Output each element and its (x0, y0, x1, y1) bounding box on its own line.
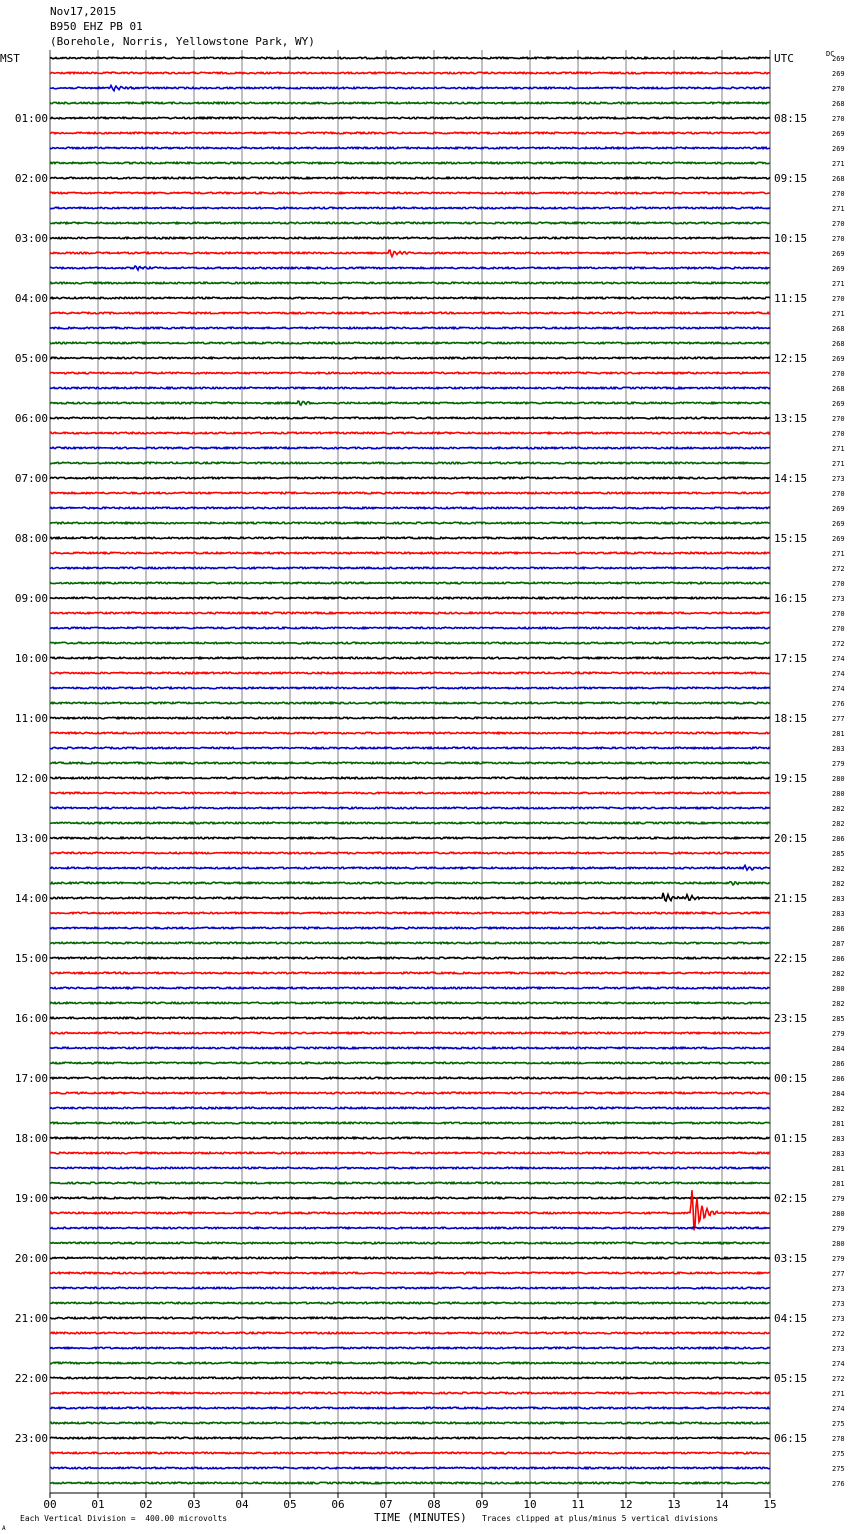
mst-hour-label-10: 10:00 (14, 652, 48, 665)
x-tick-label-9: 09 (475, 1498, 489, 1511)
trace-6 (50, 147, 770, 149)
trace-38 (50, 627, 770, 629)
dc-value-1: 269 (832, 70, 845, 78)
utc-hour-label-14: 21:15 (774, 892, 808, 905)
trace-14 (50, 266, 770, 270)
grid-lines (50, 50, 770, 1493)
x-axis-title: TIME (MINUTES) (374, 1511, 467, 1524)
dc-value-14: 269 (832, 265, 845, 273)
dc-value-31: 269 (832, 520, 845, 528)
trace-68 (50, 1077, 770, 1079)
trace-19 (50, 342, 770, 344)
trace-9 (50, 192, 770, 194)
trace-12 (50, 237, 770, 239)
mst-hour-label-11: 11:00 (14, 712, 48, 725)
trace-51 (50, 822, 770, 824)
dc-value-71: 281 (832, 1120, 845, 1128)
trace-54 (50, 865, 770, 870)
x-tick-label-15: 15 (763, 1498, 777, 1511)
trace-81 (50, 1272, 770, 1274)
dc-value-41: 274 (832, 670, 845, 678)
dc-value-4: 270 (832, 115, 845, 123)
trace-11 (50, 222, 770, 224)
mst-hour-label-3: 03:00 (14, 232, 48, 245)
dc-value-87: 274 (832, 1360, 845, 1368)
mst-axis-label: MST (0, 52, 20, 65)
location-label: (Borehole, Norris, Yellowstone Park, WY) (50, 35, 315, 48)
trace-26 (50, 447, 770, 449)
mst-hour-label-7: 07:00 (14, 472, 48, 485)
dc-value-19: 268 (832, 340, 845, 348)
trace-37 (50, 612, 770, 614)
trace-55 (50, 882, 770, 885)
mst-hour-label-2: 02:00 (14, 172, 48, 185)
dc-value-48: 280 (832, 775, 845, 783)
trace-3 (50, 102, 770, 104)
utc-hour-label-11: 18:15 (774, 712, 808, 725)
mst-hour-label-12: 12:00 (14, 772, 48, 785)
scale-note: Each Vertical Division = 400.00 microvolts (20, 1514, 228, 1523)
utc-hour-label-4: 11:15 (774, 292, 808, 305)
dc-value-8: 268 (832, 175, 845, 183)
trace-28 (50, 477, 770, 479)
mst-hour-label-5: 05:00 (14, 352, 48, 365)
utc-hour-label-21: 04:15 (774, 1312, 808, 1325)
trace-16 (50, 297, 770, 299)
dc-value-85: 272 (832, 1330, 845, 1338)
dc-value-62: 280 (832, 985, 845, 993)
dc-value-57: 283 (832, 910, 845, 918)
x-tick-label-13: 13 (667, 1498, 681, 1511)
trace-57 (50, 912, 770, 914)
mst-hour-label-19: 19:00 (14, 1192, 48, 1205)
mst-hour-label-22: 22:00 (14, 1372, 48, 1385)
trace-58 (50, 927, 770, 929)
dc-value-29: 270 (832, 490, 845, 498)
trace-47 (50, 762, 770, 764)
trace-94 (50, 1467, 770, 1469)
dc-value-25: 270 (832, 430, 845, 438)
trace-69 (50, 1092, 770, 1094)
x-tick-label-5: 05 (283, 1498, 297, 1511)
trace-29 (50, 492, 770, 494)
utc-hour-label-9: 16:15 (774, 592, 808, 605)
trace-1 (50, 72, 770, 74)
dc-value-61: 282 (832, 970, 845, 978)
x-tick-label-14: 14 (715, 1498, 729, 1511)
dc-value-63: 282 (832, 1000, 845, 1008)
trace-84 (50, 1317, 770, 1319)
dc-value-86: 273 (832, 1345, 845, 1353)
mst-hour-label-23: 23:00 (14, 1432, 48, 1445)
trace-50 (50, 807, 770, 809)
trace-2 (50, 85, 770, 90)
dc-value-82: 273 (832, 1285, 845, 1293)
utc-hour-label-13: 20:15 (774, 832, 808, 845)
dc-value-81: 277 (832, 1270, 845, 1278)
utc-hour-label-1: 08:15 (774, 112, 808, 125)
dc-value-43: 276 (832, 700, 845, 708)
dc-value-45: 281 (832, 730, 845, 738)
utc-hour-label-10: 17:15 (774, 652, 808, 665)
trace-70 (50, 1107, 770, 1109)
dc-value-50: 282 (832, 805, 845, 813)
trace-78 (50, 1227, 770, 1229)
trace-42 (50, 687, 770, 689)
trace-91 (50, 1422, 770, 1424)
dc-value-84: 273 (832, 1315, 845, 1323)
trace-71 (50, 1122, 770, 1124)
dc-value-5: 269 (832, 130, 845, 138)
dc-value-65: 279 (832, 1030, 845, 1038)
trace-10 (50, 207, 770, 209)
trace-66 (50, 1047, 770, 1049)
dc-value-76: 279 (832, 1195, 845, 1203)
x-tick-label-1: 01 (91, 1498, 105, 1511)
trace-27 (50, 462, 770, 464)
trace-0 (50, 57, 770, 59)
trace-73 (50, 1152, 770, 1154)
trace-90 (50, 1407, 770, 1409)
mst-hour-label-9: 09:00 (14, 592, 48, 605)
date-label: Nov17,2015 (50, 5, 117, 18)
utc-hour-label-15: 22:15 (774, 952, 808, 965)
utc-hour-label-16: 23:15 (774, 1012, 808, 1025)
trace-88 (50, 1377, 770, 1379)
dc-value-40: 274 (832, 655, 845, 663)
dc-value-28: 273 (832, 475, 845, 483)
dc-value-3: 268 (832, 100, 845, 108)
dc-value-83: 273 (832, 1300, 845, 1308)
x-tick-label-8: 08 (427, 1498, 441, 1511)
utc-hour-label-0: UTC (774, 52, 794, 65)
dc-value-77: 280 (832, 1210, 845, 1218)
trace-74 (50, 1167, 770, 1169)
dc-value-47: 279 (832, 760, 845, 768)
dc-value-34: 272 (832, 565, 845, 573)
dc-header-label: DC (826, 50, 835, 58)
dc-value-90: 274 (832, 1405, 845, 1413)
dc-value-66: 284 (832, 1045, 845, 1053)
trace-76 (50, 1197, 770, 1199)
trace-48 (50, 777, 770, 779)
trace-46 (50, 747, 770, 749)
trace-60 (50, 957, 770, 959)
dc-value-54: 282 (832, 865, 845, 873)
utc-hour-label-20: 03:15 (774, 1252, 808, 1265)
trace-52 (50, 837, 770, 839)
trace-80 (50, 1257, 770, 1259)
utc-hour-label-3: 10:15 (774, 232, 808, 245)
utc-hour-label-7: 14:15 (774, 472, 808, 485)
dc-value-93: 275 (832, 1450, 845, 1458)
dc-value-10: 271 (832, 205, 845, 213)
dc-value-42: 274 (832, 685, 845, 693)
trace-93 (50, 1452, 770, 1454)
trace-86 (50, 1347, 770, 1349)
dc-value-91: 275 (832, 1420, 845, 1428)
trace-25 (50, 432, 770, 434)
trace-40 (50, 657, 770, 659)
dc-value-33: 271 (832, 550, 845, 558)
trace-23 (50, 401, 770, 405)
mst-hour-label-15: 15:00 (14, 952, 48, 965)
mst-hour-label-17: 17:00 (14, 1072, 48, 1085)
utc-hour-label-22: 05:15 (774, 1372, 808, 1385)
trace-72 (50, 1137, 770, 1139)
trace-53 (50, 852, 770, 854)
trace-92 (50, 1437, 770, 1439)
utc-hour-label-19: 02:15 (774, 1192, 808, 1205)
dc-value-24: 270 (832, 415, 845, 423)
dc-value-64: 285 (832, 1015, 845, 1023)
utc-hour-label-8: 15:15 (774, 532, 808, 545)
dc-value-53: 285 (832, 850, 845, 858)
trace-83 (50, 1302, 770, 1304)
trace-79 (50, 1242, 770, 1244)
trace-85 (50, 1332, 770, 1334)
mst-hour-label-8: 08:00 (14, 532, 48, 545)
dc-value-0: 269 (832, 55, 845, 63)
trace-95 (50, 1482, 770, 1484)
utc-hour-label-17: 00:15 (774, 1072, 808, 1085)
dc-value-16: 270 (832, 295, 845, 303)
dc-value-80: 279 (832, 1255, 845, 1263)
trace-4 (50, 117, 770, 119)
trace-group (50, 57, 770, 1484)
dc-value-21: 270 (832, 370, 845, 378)
trace-59 (50, 942, 770, 944)
trace-49 (50, 792, 770, 794)
trace-20 (50, 357, 770, 359)
utc-hour-label-18: 01:15 (774, 1132, 808, 1145)
dc-value-39: 272 (832, 640, 845, 648)
trace-61 (50, 972, 770, 974)
trace-56 (50, 893, 770, 901)
mst-hour-label-16: 16:00 (14, 1012, 48, 1025)
trace-24 (50, 417, 770, 419)
x-tick-label-6: 06 (331, 1498, 345, 1511)
dc-value-55: 282 (832, 880, 845, 888)
trace-45 (50, 732, 770, 734)
trace-7 (50, 162, 770, 164)
dc-value-17: 271 (832, 310, 845, 318)
trace-33 (50, 552, 770, 554)
dc-value-27: 271 (832, 460, 845, 468)
dc-value-72: 283 (832, 1135, 845, 1143)
dc-value-32: 269 (832, 535, 845, 543)
trace-18 (50, 327, 770, 329)
mst-hour-label-18: 18:00 (14, 1132, 48, 1145)
mst-hour-label-20: 20:00 (14, 1252, 48, 1265)
x-tick-label-10: 10 (523, 1498, 537, 1511)
dc-value-73: 283 (832, 1150, 845, 1158)
trace-65 (50, 1032, 770, 1034)
utc-hour-label-23: 06:15 (774, 1432, 808, 1445)
dc-value-9: 270 (832, 190, 845, 198)
trace-67 (50, 1062, 770, 1064)
dc-value-78: 279 (832, 1225, 845, 1233)
dc-value-36: 273 (832, 595, 845, 603)
trace-15 (50, 282, 770, 284)
trace-43 (50, 702, 770, 704)
trace-82 (50, 1287, 770, 1289)
dc-value-26: 271 (832, 445, 845, 453)
dc-value-12: 270 (832, 235, 845, 243)
trace-75 (50, 1182, 770, 1184)
mst-hour-label-21: 21:00 (14, 1312, 48, 1325)
dc-value-70: 282 (832, 1105, 845, 1113)
dc-value-38: 270 (832, 625, 845, 633)
dc-value-30: 269 (832, 505, 845, 513)
trace-30 (50, 507, 770, 509)
dc-value-15: 271 (832, 280, 845, 288)
dc-value-51: 282 (832, 820, 845, 828)
x-tick-label-12: 12 (619, 1498, 633, 1511)
dc-value-49: 280 (832, 790, 845, 798)
x-tick-label-7: 07 (379, 1498, 393, 1511)
dc-value-56: 283 (832, 895, 845, 903)
dc-value-69: 284 (832, 1090, 845, 1098)
utc-hour-label-12: 19:15 (774, 772, 808, 785)
dc-value-7: 271 (832, 160, 845, 168)
dc-value-44: 277 (832, 715, 845, 723)
mst-hour-label-13: 13:00 (14, 832, 48, 845)
trace-36 (50, 597, 770, 599)
dc-value-95: 276 (832, 1480, 845, 1488)
trace-35 (50, 582, 770, 584)
x-tick-label-3: 03 (187, 1498, 201, 1511)
dc-value-68: 286 (832, 1075, 845, 1083)
utc-hour-label-5: 12:15 (774, 352, 808, 365)
dc-value-88: 272 (832, 1375, 845, 1383)
corner-mark: A (2, 1525, 6, 1532)
dc-value-52: 286 (832, 835, 845, 843)
dc-value-94: 275 (832, 1465, 845, 1473)
dc-value-60: 286 (832, 955, 845, 963)
trace-31 (50, 522, 770, 524)
dc-value-23: 269 (832, 400, 845, 408)
trace-8 (50, 177, 770, 179)
dc-value-11: 270 (832, 220, 845, 228)
dc-value-20: 269 (832, 355, 845, 363)
trace-32 (50, 537, 770, 539)
x-tick-label-0: 00 (43, 1498, 57, 1511)
dc-value-22: 268 (832, 385, 845, 393)
mst-hour-label-14: 14:00 (14, 892, 48, 905)
dc-value-46: 283 (832, 745, 845, 753)
utc-hour-label-6: 13:15 (774, 412, 808, 425)
trace-77 (50, 1190, 770, 1230)
dc-value-6: 269 (832, 145, 845, 153)
dc-value-18: 268 (832, 325, 845, 333)
trace-64 (50, 1017, 770, 1019)
trace-62 (50, 987, 770, 989)
mst-hour-label-1: 01:00 (14, 112, 48, 125)
trace-21 (50, 372, 770, 374)
x-tick-label-11: 11 (571, 1498, 585, 1511)
trace-87 (50, 1362, 770, 1364)
dc-value-13: 269 (832, 250, 845, 258)
station-label: B950 EHZ PB 01 (50, 20, 143, 33)
x-tick-label-2: 02 (139, 1498, 153, 1511)
dc-value-89: 271 (832, 1390, 845, 1398)
axis-labels (0, 50, 845, 1532)
trace-39 (50, 642, 770, 644)
dc-value-67: 286 (832, 1060, 845, 1068)
dc-value-2: 270 (832, 85, 845, 93)
dc-value-75: 281 (832, 1180, 845, 1188)
trace-34 (50, 567, 770, 569)
trace-89 (50, 1392, 770, 1394)
trace-63 (50, 1002, 770, 1004)
dc-value-79: 280 (832, 1240, 845, 1248)
dc-value-58: 286 (832, 925, 845, 933)
trace-44 (50, 717, 770, 719)
trace-5 (50, 132, 770, 134)
mst-hour-label-6: 06:00 (14, 412, 48, 425)
dc-value-37: 270 (832, 610, 845, 618)
trace-41 (50, 672, 770, 674)
trace-17 (50, 312, 770, 314)
dc-value-74: 281 (832, 1165, 845, 1173)
mst-hour-label-4: 04:00 (14, 292, 48, 305)
dc-value-59: 287 (832, 940, 845, 948)
utc-hour-label-2: 09:15 (774, 172, 808, 185)
trace-22 (50, 387, 770, 389)
x-tick-label-4: 04 (235, 1498, 249, 1511)
trace-13 (50, 250, 770, 256)
clip-note: Traces clipped at plus/minus 5 vertical divisions (482, 1514, 719, 1523)
dc-value-35: 270 (832, 580, 845, 588)
dc-value-92: 278 (832, 1435, 845, 1443)
